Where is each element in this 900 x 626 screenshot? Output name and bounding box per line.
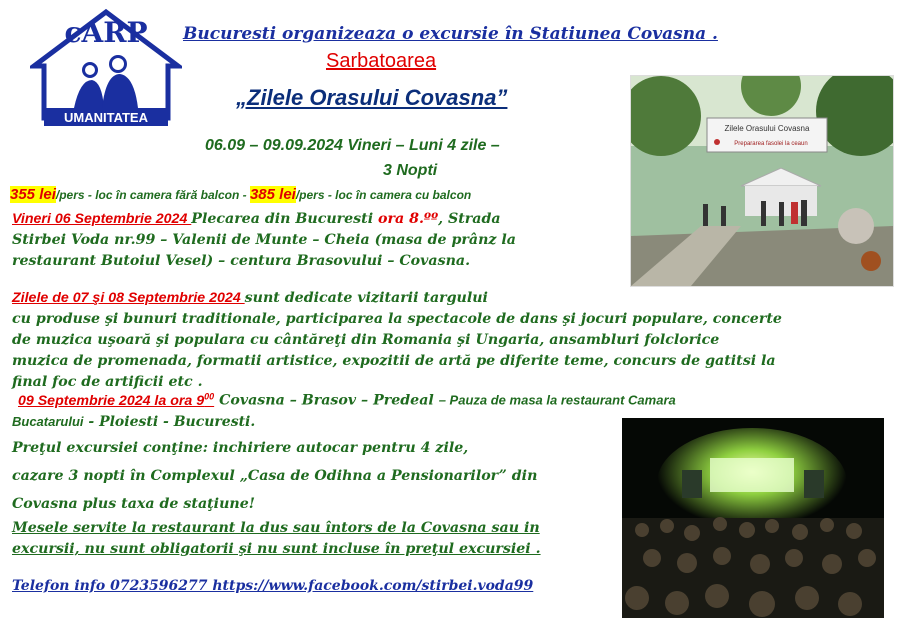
day3-continuation xyxy=(12,414,255,430)
day2-line: cu produse şi bunuri traditionale, participarea la spectacole de dans şi jocuri populare, concerte xyxy=(12,311,782,327)
banner-title: Zilele Orasului Covasna xyxy=(724,124,810,133)
logo-top-text: cARP xyxy=(64,16,148,49)
contact-info[interactable]: Telefon info 0723596277 https://www.facebook.com/stirbei.voda99 xyxy=(12,578,534,594)
festival-photo xyxy=(630,75,894,287)
day1-text: Plecarea din Bucuresti xyxy=(191,211,379,227)
event-title: „Zilele Orasului Covasna” xyxy=(236,85,508,110)
day3-restaurant: Bucatarului xyxy=(12,414,84,429)
event-nights: 3 Nopti xyxy=(383,162,438,179)
header-line1: Bucuresti organizeaza o excursie în Statiunea Covasna . xyxy=(183,24,718,44)
day1-paragraph xyxy=(12,209,516,272)
price-line xyxy=(10,186,471,203)
event-dates: 06.09 – 09.09.2024 Vineri – Luni 4 zile – xyxy=(205,137,500,154)
logo-bottom-text: UMANITATEA xyxy=(63,110,149,125)
price-balcony: 385 lei xyxy=(249,186,296,203)
meals-paragraph xyxy=(12,518,541,560)
includes-paragraph xyxy=(12,434,537,518)
concert-photo xyxy=(622,418,884,618)
meals-line: excursii, nu sunt obligatorii şi nu sunt incluse în preţul excursiei . xyxy=(12,541,541,557)
day2-line: de muzica uşoară şi populara cu cântăreţi din Romania şi Ungaria, ansambluri folclorice xyxy=(12,332,720,348)
price-standard: 355 lei xyxy=(10,186,56,203)
meals-line: Mesele servite la restaurant la dus sau întors de la Covasna sau in xyxy=(12,520,540,536)
day3-date xyxy=(18,393,214,409)
carp-logo xyxy=(30,8,182,130)
day1-line3: restaurant Butoiul Vesel) – centura Brasovului – Covasna. xyxy=(12,253,471,269)
day3-line xyxy=(18,386,676,412)
includes-line: cazare 3 nopti în Complexul „Casa de Odihna a Pensionarilor” din xyxy=(12,468,538,484)
header-line2: Sarbatoarea xyxy=(326,50,437,72)
day2-line: muzica de promenada, formatii artistice, expozitii de artă pe diferite teme, concurs de gatitsi la xyxy=(12,353,776,369)
day2-paragraph xyxy=(12,288,782,393)
day1-time: ora 8.ºº xyxy=(378,211,439,227)
day3-date-text: 09 Septembrie 2024 la ora 9 xyxy=(18,392,205,409)
day2-line: final foc de artificii etc . xyxy=(12,374,203,390)
price-balcony-text: /pers - loc în camera cu balcon xyxy=(295,188,472,202)
day1-line2: Stirbei Voda nr.99 – Valenii de Munte – Cheia (masa de prânz la xyxy=(12,232,516,248)
price-standard-text: /pers - loc în camera fără balcon - xyxy=(55,188,250,202)
includes-line: Preţul excursiei conţine: inchiriere autocar pentru 4 zile, xyxy=(12,440,469,456)
includes-line: Covasna plus taxa de staţiune! xyxy=(12,496,255,512)
day2-date: Zilele de 07 şi 08 Septembrie 2024 xyxy=(12,290,245,306)
day1-date: Vineri 06 Septembrie 2024 xyxy=(12,211,192,227)
day3-time-sup: 00 xyxy=(204,391,215,401)
day3-pause: – Pauza de masa la restaurant Camara xyxy=(438,392,676,408)
day3-return: - Ploiesti - Bucuresti. xyxy=(83,414,256,430)
banner-subtitle: Prepararea fasolei la ceaun xyxy=(734,141,808,147)
day3-route: Covasna – Brasov – Predeal xyxy=(219,392,439,409)
day1-text-end: , Strada xyxy=(438,211,501,227)
day2-first: sunt dedicate vizitarii targului xyxy=(244,290,488,306)
